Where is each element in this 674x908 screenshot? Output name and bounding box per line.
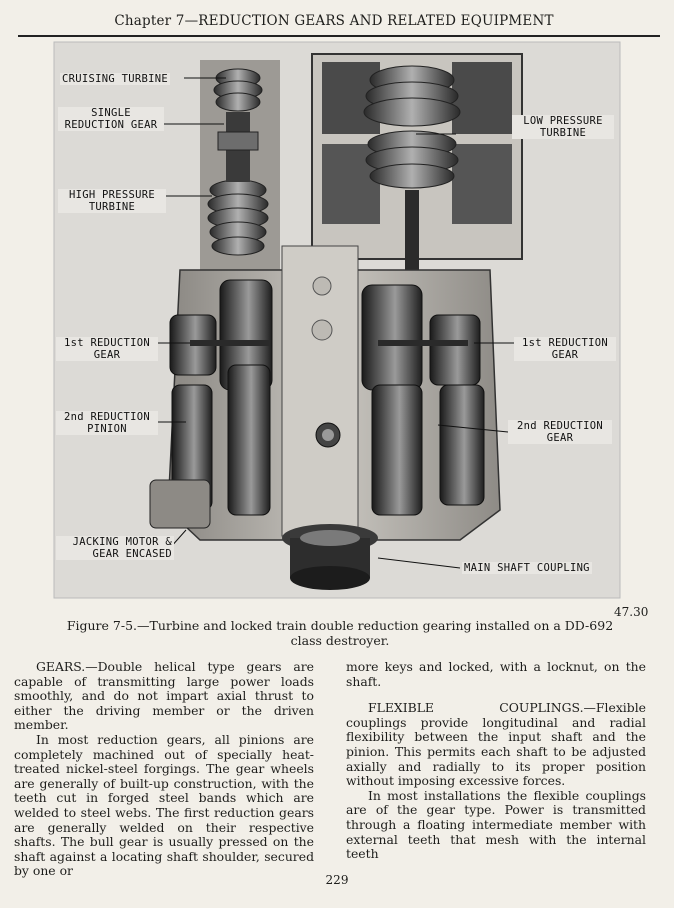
continued-paragraph: more keys and locked, with a locknut, on the shaft.	[346, 659, 646, 689]
figure-ref-number: 47.30	[614, 605, 649, 619]
chapter-header: Chapter 7—REDUCTION GEARS AND RELATED EQUIPMENT	[114, 13, 554, 29]
callout-1st-reduction-gear-right: 1st REDUCTION GEAR	[514, 337, 616, 361]
callout-high-pressure-turbine: HIGH PRESSURE TURBINE	[58, 189, 166, 213]
callout-low-pressure-turbine: LOW PRESSURE TURBINE	[512, 115, 614, 139]
callout-jacking-motor: JACKING MOTOR & GEAR ENCASED	[56, 536, 174, 560]
couplings-text: Flexible couplings provide longitudinal and radial flexibility between the input shaft and the pinion. This permits each shaft to be adjusted axially and radially to its proper position without imposing excessive forces.	[346, 700, 646, 789]
couplings-paragraph	[346, 701, 646, 789]
gears-text: Double helical type gears are capable of transmitting large power loads smoothly, and do not impart axial thrust to either the driving member or the driven member.	[14, 659, 314, 733]
header-rule	[18, 35, 660, 37]
couplings-paragraph-2: In most installations the flexible couplings are of the gear type. Power is transmitted through a floating intermediate member with external teeth that mesh with the internal teeth	[346, 787, 646, 862]
body-column-left	[14, 660, 314, 879]
callout-2nd-reduction-gear: 2nd REDUCTION GEAR	[508, 420, 612, 444]
body-column-right	[346, 660, 646, 862]
callout-main-shaft-coupling: MAIN SHAFT COUPLING	[464, 562, 590, 574]
gears-paragraph-2: In most reduction gears, all pinions are completely machined out of specially heat-treated nickel-steel forgings. The gear wheels are generally of built-up construction, with the teeth cut in forged steel bands which are welded to steel webs. The first reduction gears are generally welded on their respective shafts. The bull gear is usually pressed on the shaft against a locating shaft shoulder, secured by one or	[14, 731, 314, 879]
page-number: 229	[325, 873, 349, 887]
callout-single-reduction-gear: SINGLE REDUCTION GEAR	[58, 107, 164, 131]
figure-photo	[0, 40, 674, 600]
couplings-heading: FLEXIBLE COUPLINGS.—	[368, 700, 596, 716]
gears-heading: GEARS.—	[36, 659, 98, 674]
gears-paragraph	[14, 660, 314, 733]
figure-caption: Figure 7-5.—Turbine and locked train double reduction gearing installed on a DD-692 class destroyer.	[66, 618, 614, 648]
callout-1st-reduction-gear-left: 1st REDUCTION GEAR	[56, 337, 158, 361]
callout-2nd-reduction-pinion: 2nd REDUCTION PINION	[56, 411, 158, 435]
callout-cruising-turbine: CRUISING TURBINE	[62, 73, 168, 85]
